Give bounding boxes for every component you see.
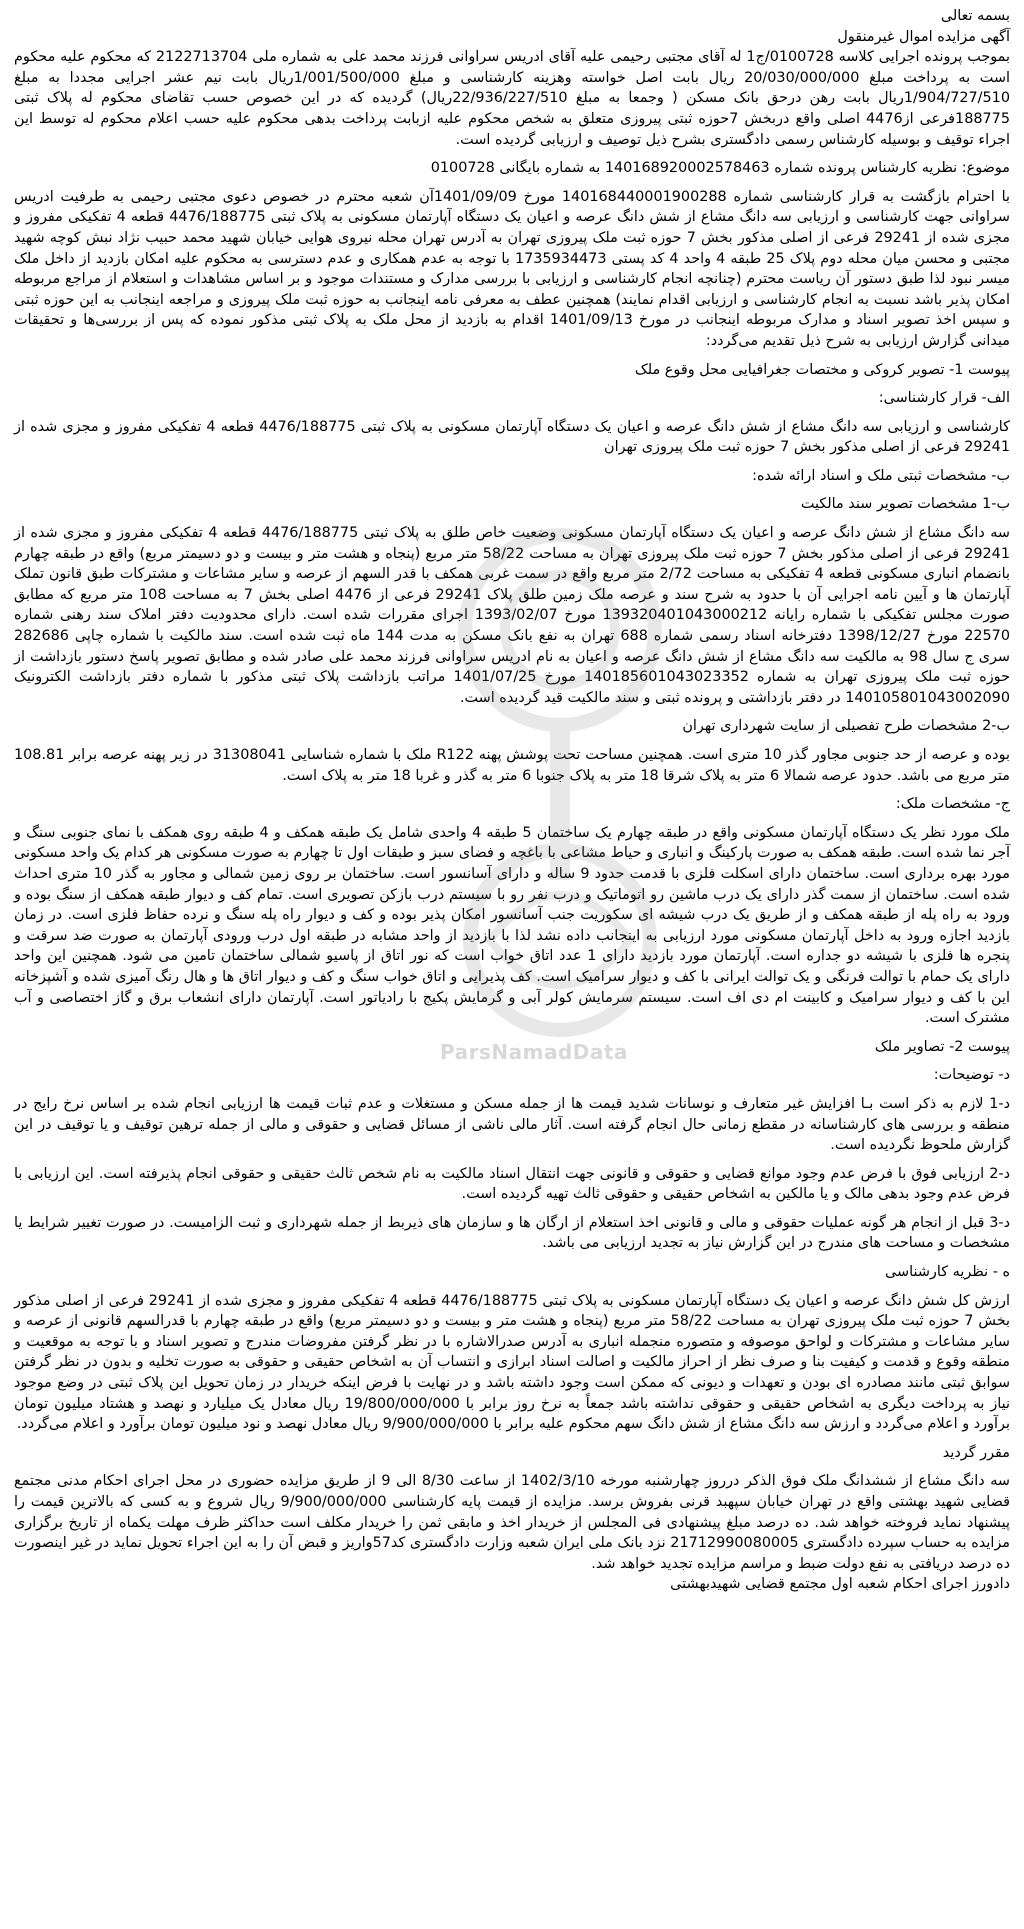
expert-report-paragraph: با احترام بازگشت به قرار کارشناسی شماره 140168440001900288 مورخ 1401/09/09آن شعبه محترم در خصوص دعوی مجتبی رحیمی به طرفیت ادریس سراوانی جهت کارشناسی و ارزیابی سه دانگ مشاع از شش دانگ عرصه و اعیان یک دستگاه آپارتمان مسکونی به پلاک ثبتی 4476/188775 قطعه 4 تفکیکی مفروز و مجزی شده از 29241 فرعی از اصلی مذکور بخش 7 حوزه ثبت ملک پیروزی تهران به آدرس تهران محله نیروی هوایی خیابان شهید محمد حبیب نژاد نبش کوچه شهید مجتبی و محسن میان محله دوم پلاک 25 طبقه 4 واحد 4 کد پستی 1735934473 با توجه به عدم همکاری و عدم دسترسی به محکوم علیه امکان بازدید از داخل ملک میسر نبود لذا طبق دستور آن ریاست محترم (چنانچه انجام کارشناسی و ارزیابی با بررسی مدارک و مستندات موجود و بر اساس مشاهدات و استعلام از مراجع مربوطه امکان پذیر باشد نسبت به انجام کارشناسی و ارزیابی اقدام نمایند) همچنین عطف به معرفی نامه اینجانب به حوزه ثبت ملک پیروزی و مراجعه اینجانب به این حوزه ثبتی و سپس اخذ تصویر اسناد و مدارک مربوطه اینجانب در مورخ 1401/09/13 اقدام به بازدید از محل ملک به پلاک ثبتی مذکور نموده که پس از بررسی‌ها و تحقیقات میدانی گزارش ارزیابی به شرح ذیل تقدیم می‌گردد: bbox=[14, 188, 1010, 349]
resolution-heading: مقرر گردید bbox=[942, 1444, 1010, 1461]
section-alef-heading: الف- قرار کارشناسی: bbox=[878, 390, 1010, 407]
intro-paragraph: بموجب پرونده اجرایی کلاسه 0100728/ج1 له آقای مجتبی رحیمی علیه آقای ادریس سراوانی فرزند محمد علی به شماره ملی 2122713704 که محکوم علیه محکوم است به پرداخت مبلغ 20/030/000/000 ریال بابت اصل خواسته وهزینه کارشناسی و مبلغ 1/001/500/000ریال بابت نیم عشر اجرایی مجددا به مبلغ 1/904/727/510ریال بابت رهن درحق بانک مسکن ( وجمعا به مبلغ 22/936/227/510ریال) گردیده که در این خصوص حسب تقاضای محکوم له پلاک ثبتی 188775فرعی از4476 اصلی واقع دربخش 7حوزه ثبتی پیروزی متعلق به شخص محکوم علیه ازبابت پرداخت بدهی محکوم علیه حسب اعلام محکوم له توسط این اجراء توقیف و بوسیله کارشناس رسمی دادگستری بشرح ذیل توصیف و ارزیابی گردیده است. bbox=[14, 49, 1010, 148]
note-d1: د-1 لازم به ذکر است بـا افزایش غیر متعارف و نوسانات شدید قیمت ها از جمله مسکن و مستغلات و عدم ثبات قیمت ها ارزیابی انجام شده بر اساس نرخ رایج در منطقه و بررسی های کارشناسانه در مقطع زمانی حال انجام گرفته است. آثار مالی ناشی از مسائل قضایی و حقوقی و مالی از جمله ترهین توقیف و یا توقیف در این گزارش ملحوظ نگردیده است. bbox=[14, 1095, 1010, 1154]
section-b1-body: سه دانگ مشاع از شش دانگ عرصه و اعیان یک دستگاه آپارتمان مسکونی وضعیت خاص طلق به پلاک ثبتی 4476/188775 قطعه 4 تفکیکی مفروز و مجزی شده از 29241 فرعی از اصلی مذکور بخش 7 حوزه ثبت ملک پیروزی تهران به مساحت 58/22 متر مربع (پنجاه و هشت متر و بیست و دو دسیمتر مربع) واقع در طبقه چهارم بانضمام انباری مسکونی قطعه 4 تفکیکی به مساحت 2/72 متر مربع واقع در سمت غربی همکف با قدر السهم از عرصه و سایر مشاعات و مشترکات طبق قانون تملک آپارتمان ها و آیین نامه اجرایی آن با حدود به شرح سند و عرصه ملک زمین طلق پلاک 29241 فرعی از 4476 اصلی بخش 7 به مساحت 108 متر مربع که مطابق صورت مجلس تفکیکی با شماره رایانه 139320401043000212 مورخ 1393/02/07 اجرای مقررات شده است. دارای محدودیت دفتر املاک سند رهنی شماره 22570 مورخ 1398/12/27 دفترخانه اسناد رسمی شماره 688 تهران به نفع بانک مسکن به مدت 144 ماه ثبت شده است. سند مالکیت با شماره چاپی 282686 سری ج سال 98 به مالکیت سه دانگ مشاع از شش دانگ عرصه و اعیان به نام ادریس سراوانی فرزند محمد علی صادر شده و مطابق تصویر پاسخ دستور بازداشت از حوزه ثبت ملک پیروزی تهران به شماره 140185601043023352 مورخ 1401/07/25 مراتب بازداشت پلاک ثبتی مذکور با شماره دفتر بازداشت الکترونیک 140105801043002090 در دفتر بازداشتی و پرونده ثبتی و سند مالکیت قید گردیده است. bbox=[14, 525, 1011, 706]
appendix-2-heading: پیوست 2- تصاویر ملک bbox=[874, 1038, 1010, 1055]
note-d2: د-2 ارزیابی فوق با فرض عدم وجود موانع قضایی و حقوقی و قانونی جهت انتقال اسناد مالکیت به نام شخص ثالث حقیقی و حقوقی انجام پذیرفته است. این ارزیابی با فرض عدم وجود بدهی مالک و یا مالکین به اشخاص حقیقی و حقوقی ثالث تهیه گردیده است. bbox=[14, 1165, 1010, 1203]
subject-line: موضوع: نظریه کارشناس پرونده شماره 140168920002578463 به شماره بایگانی 0100728 bbox=[430, 160, 1010, 177]
besmellah: بسمه تعالی bbox=[940, 8, 1010, 24]
watermark-text: ParsNamadData bbox=[440, 1040, 628, 1064]
section-alef-body: کارشناسی و ارزیابی سه دانگ مشاع از شش دانگ عرصه و اعیان یک دستگاه آپارتمان مسکونی به پلاک ثبتی 4476/188775 قطعه 4 تفکیکی مفروز و مجزی شده از 29241 فرعی از اصلی مذکور بخش 7 حوزه ثبت ملک پیروزی تهران bbox=[14, 418, 1010, 456]
note-d3: د-3 قبل از انجام هر گونه عملیات حقوقی و مالی و قانونی اخذ استعلام از ارگان ها و سازمان های ذیربط از جمله شهرداری و ثبت الزامیست. در صورت تغییر شرایط یا مشخصات و مساحت های مندرج در این گزارش نیاز به تجدید ارزیابی می باشد. bbox=[14, 1214, 1010, 1252]
signature-line: دادورز اجرای احکام شعبه اول مجتمع قضایی شهیدبهشتی bbox=[670, 1576, 1010, 1593]
section-b2-body: بوده و عرصه از حد جنوبی مجاور گذر 10 متری است. همچنین مساحت تحت پوشش پهنه R122 ملک با شماره شناسایی 31308041 در زیر پهنه عرصه برابر 108.81 متر مربع می باشد. حدود عرصه شمالا 6 متر به پلاک شرقا 18 متر به پلاک جنوبا 6 متر به گذر و غربا 18 متر به پلاک است. bbox=[14, 747, 1011, 784]
expert-opinion-body: ارزش کل شش دانگ عرصه و اعیان یک دستگاه آپارتمان مسکونی به پلاک ثبتی 4476/188775 قطعه 4 تفکیکی مفروز و مجزی شده از 29241 فرعی از اصلی مذکور بخش 7 حوزه ثبت ملک پیروزی تهران به مساحت 58/22 متر مربع (پنجاه و هشت متر و بیست و دو دسیمتر مربع) واقع در طبقه چهارم با قدرالسهم قانونی از عرصه و سایر مشاعات و مشترکات و لواحق موصوفه و متصوره منجمله انباری به آدرس صدرالاشاره با در نظر گرفتن مفروضات مندرج و تصویر اسناد و با توجه به موقعیت و منطقه وقوع و قدمت و کیفیت بنا و صرف نظر از احراز مالکیت و اصالت اسناد ابرازی و انتساب آن به اشخاص حقیقی و حقوقی به صورت تخلیه و بدون در نظر گرفتن سوابق ثبتی مانند مصادره ای بودن و تعهدات و دیونی که ممکن است وجود داشته باشد و در نهایت با فرض اینکه خریدار در زمان تحویل این پلاک ثبتی در وضع موجود نیاز به پرداخت دیگری به اشخاص حقیقی و حقوقی نداشته باشد جمعاً به نرخ روز برابر با 19/800/000/000 ریال معادل یک میلیارد و نهصد و هشتاد میلیون تومان برآورد و اعلام می‌گردد و ارزش سه دانگ مشاع از شش دانگ سهم محکوم علیه برابر با 9/900/000/000 ریال معادل نهصد و نود میلیون تومان برآورد و اعلام می‌گردد. bbox=[14, 1292, 1010, 1433]
section-dal-heading: د- توضیحات: bbox=[933, 1067, 1010, 1084]
section-je-body: ملک مورد نظر یک دستگاه آپارتمان مسکونی واقع در طبقه چهارم یک ساختمان 5 طبقه 4 واحدی شامل یک طبقه همکف و 4 طبقه روی همکف با نمای جنوبی سنگ و آجر نما شده است. طبقه همکف به صورت پارکینگ و انباری و حیاط مشاعی با باغچه و فضای سبز و طبقات اول تا چهارم به صورت مسکونی هر کدام یک واحد مسکونی مورد بهره برداری است. ساختمان دارای اسکلت فلزی با قدمت حدود 9 ساله و دارای آسانسور است. ساختمان بر روی زمین شمالی و مجاور به گذر 10 متری احداث شده است. ساختمان از سمت گذر دارای یک درب ماشین رو اتوماتیک و درب نفر رو با سیستم درب بازکن تصویری است. تمام کف و دیوار طبقه همکف از سنگ بوده و ورود به راه پله از طبقه همکف و از طریق یک درب شیشه ای سکوریت جنب آسانسور امکان پذیر بوده و کف و دیوار راه پله سنگ و نرده حفاظ فلزی است. در زمان بازدید اجازه ورود به داخل آپارتمان مسکونی مورد ارزیابی به اینجانب داده نشد لذا با بازدید از واحد مشابه در طبقه اول درب ورودی آپارتمان به صورت ضد سرقت و پنجره ها فلزی با شیشه دو جداره است. آپارتمان مورد بازدید دارای 1 عدد اتاق خواب است که نور اتاق از پاسیو شمالی ساختمان تامین می شود. همچنین این واحد دارای یک حمام با توالت فرنگی و یک توالت ایرانی با کف و دیوار سرامیک است. کف پذیرایی و اتاق خواب سنگ و کف و دیوار اتاق ها و هال رنگ آمیزی شده و آشپزخانه این با کف و دیوار سرامیک و کابینت ام دی اف است. سیستم سرمایش کولر آبی و گرمایش پکیج با رادیاتور است. آپارتمان دارای انشعاب برق و گاز اختصاصی و آب مشترک است. bbox=[14, 824, 1011, 1027]
section-he-heading: ه - نظریه کارشناسی bbox=[885, 1264, 1010, 1281]
auction-terms-paragraph: سه دانگ مشاع از ششدانگ ملک فوق الذکر درروز چهارشنبه مورخه 1402/3/10 از ساعت 8/30 الی 9 از طریق مزایده حضوری در محل اجرای احکام مدنی مجتمع قضایی شهید بهشتی واقع در تهران خیابان سپهبد قرنی بفروش برسد. مزایده از قیمت پایه کارشناسی 9/900/000/000 ریال شروع و به کسی که بالاترین قیمت را پیشنهاد نماید فروخته خواهد شد. ده درصد مبلغ پیشنهادی فی المجلس از خریدار اخذ و مابقی ثمن را خریدار مکلف است حداکثر ظرف مهلت یکماه از تاریخ برگزاری مزایده به حساب سپرده دادگستری 21712990080005 نزد بانک ملی ایران شعبه وزارت دادگستری کد57واریز و قبض آن را به این اجراء تحویل نماید در غیر اینصورت ده درصد دریافتی به نفع دولت ضبط و مراسم مزایده تجدید خواهد شد. bbox=[14, 1473, 1011, 1572]
section-be-heading: ب- مشخصات ثبتی ملک و اسناد ارائه شده: bbox=[752, 467, 1010, 484]
section-b2-heading: ب-2 مشخصات طرح تفصیلی از سایت شهرداری تهران bbox=[682, 718, 1010, 735]
notice-title: آگهی مزایده اموال غیرمنقول bbox=[837, 28, 1010, 45]
section-b1-heading: ب-1 مشخصات تصویر سند مالکیت bbox=[800, 496, 1010, 513]
section-je-heading: ج- مشخصات ملک: bbox=[895, 796, 1010, 813]
appendix-1-heading: پیوست 1- تصویر کروکی و مختصات جغرافیایی محل وقوع ملک bbox=[634, 361, 1010, 378]
